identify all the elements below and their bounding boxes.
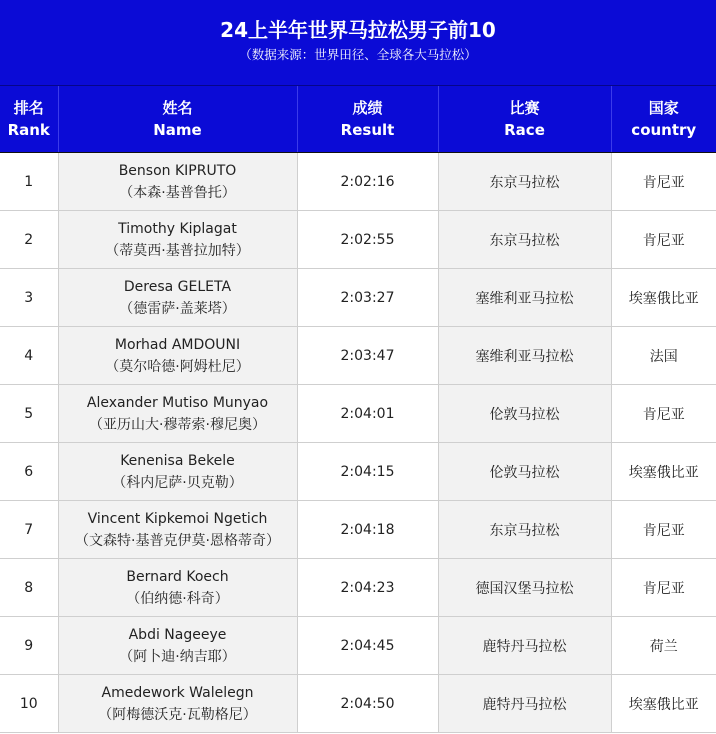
country-cell: 肯尼亚	[611, 153, 716, 211]
header-name: 姓名 Name	[58, 86, 297, 153]
result-cell: 2:02:55	[297, 211, 438, 269]
rank-cell: 6	[0, 443, 58, 501]
country-cell: 肯尼亚	[611, 211, 716, 269]
ranking-table	[0, 86, 716, 733]
race-cell: 塞维利亚马拉松	[438, 327, 611, 385]
table-row	[0, 269, 716, 327]
title-banner	[0, 0, 716, 86]
country-cell: 肯尼亚	[611, 559, 716, 617]
race-cell: 德国汉堡马拉松	[438, 559, 611, 617]
result-cell: 2:04:01	[297, 385, 438, 443]
race-cell: 伦敦马拉松	[438, 443, 611, 501]
rank-cell: 1	[0, 153, 58, 211]
country-cell: 肯尼亚	[611, 501, 716, 559]
rank-cell: 3	[0, 269, 58, 327]
name-cell: Timothy Kiplagat （蒂莫西·基普拉加特）	[58, 211, 297, 269]
table-row	[0, 675, 716, 733]
country-cell: 埃塞俄比亚	[611, 269, 716, 327]
header-race: 比赛 Race	[438, 86, 611, 153]
country-cell: 法国	[611, 327, 716, 385]
table-row	[0, 153, 716, 211]
header-country: 国家 country	[611, 86, 716, 153]
header-rank: 排名 Rank	[0, 86, 58, 153]
page-title: 24上半年世界马拉松男子前10	[220, 18, 496, 42]
race-cell: 塞维利亚马拉松	[438, 269, 611, 327]
race-cell: 鹿特丹马拉松	[438, 617, 611, 675]
result-cell: 2:04:50	[297, 675, 438, 733]
data-source-subtitle: （数据来源：世界田径、全球各大马拉松）	[239, 47, 477, 62]
table-header	[0, 86, 716, 153]
name-cell: Bernard Koech （伯纳德·科奇）	[58, 559, 297, 617]
country-cell: 荷兰	[611, 617, 716, 675]
name-cell: Amedework Walelegn （阿梅德沃克·瓦勒格尼）	[58, 675, 297, 733]
result-cell: 2:04:18	[297, 501, 438, 559]
rank-cell: 7	[0, 501, 58, 559]
result-cell: 2:04:45	[297, 617, 438, 675]
country-cell: 肯尼亚	[611, 385, 716, 443]
name-cell: Kenenisa Bekele （科内尼萨·贝克勒）	[58, 443, 297, 501]
rank-cell: 10	[0, 675, 58, 733]
rank-cell: 9	[0, 617, 58, 675]
race-cell: 伦敦马拉松	[438, 385, 611, 443]
result-cell: 2:04:23	[297, 559, 438, 617]
table-row	[0, 559, 716, 617]
rank-cell: 2	[0, 211, 58, 269]
table-body	[0, 153, 716, 733]
table-row	[0, 443, 716, 501]
result-cell: 2:02:16	[297, 153, 438, 211]
country-cell: 埃塞俄比亚	[611, 675, 716, 733]
table-row	[0, 211, 716, 269]
table-row	[0, 617, 716, 675]
name-cell: Benson KIPRUTO （本森·基普鲁托）	[58, 153, 297, 211]
table-row	[0, 501, 716, 559]
result-cell: 2:04:15	[297, 443, 438, 501]
name-cell: Vincent Kipkemoi Ngetich （文森特·基普克伊莫·恩格蒂奇）	[58, 501, 297, 559]
result-cell: 2:03:47	[297, 327, 438, 385]
race-cell: 东京马拉松	[438, 211, 611, 269]
rank-cell: 5	[0, 385, 58, 443]
table-row	[0, 385, 716, 443]
country-cell: 埃塞俄比亚	[611, 443, 716, 501]
table-row	[0, 327, 716, 385]
race-cell: 东京马拉松	[438, 153, 611, 211]
rank-cell: 8	[0, 559, 58, 617]
header-result: 成绩 Result	[297, 86, 438, 153]
race-cell: 鹿特丹马拉松	[438, 675, 611, 733]
race-cell: 东京马拉松	[438, 501, 611, 559]
rank-cell: 4	[0, 327, 58, 385]
name-cell: Abdi Nageeye （阿卜迪·纳吉耶）	[58, 617, 297, 675]
result-cell: 2:03:27	[297, 269, 438, 327]
name-cell: Alexander Mutiso Munyao （亚历山大·穆蒂索·穆尼奥）	[58, 385, 297, 443]
name-cell: Morhad AMDOUNI （莫尔哈德·阿姆杜尼）	[58, 327, 297, 385]
name-cell: Deresa GELETA （德雷萨·盖莱塔）	[58, 269, 297, 327]
